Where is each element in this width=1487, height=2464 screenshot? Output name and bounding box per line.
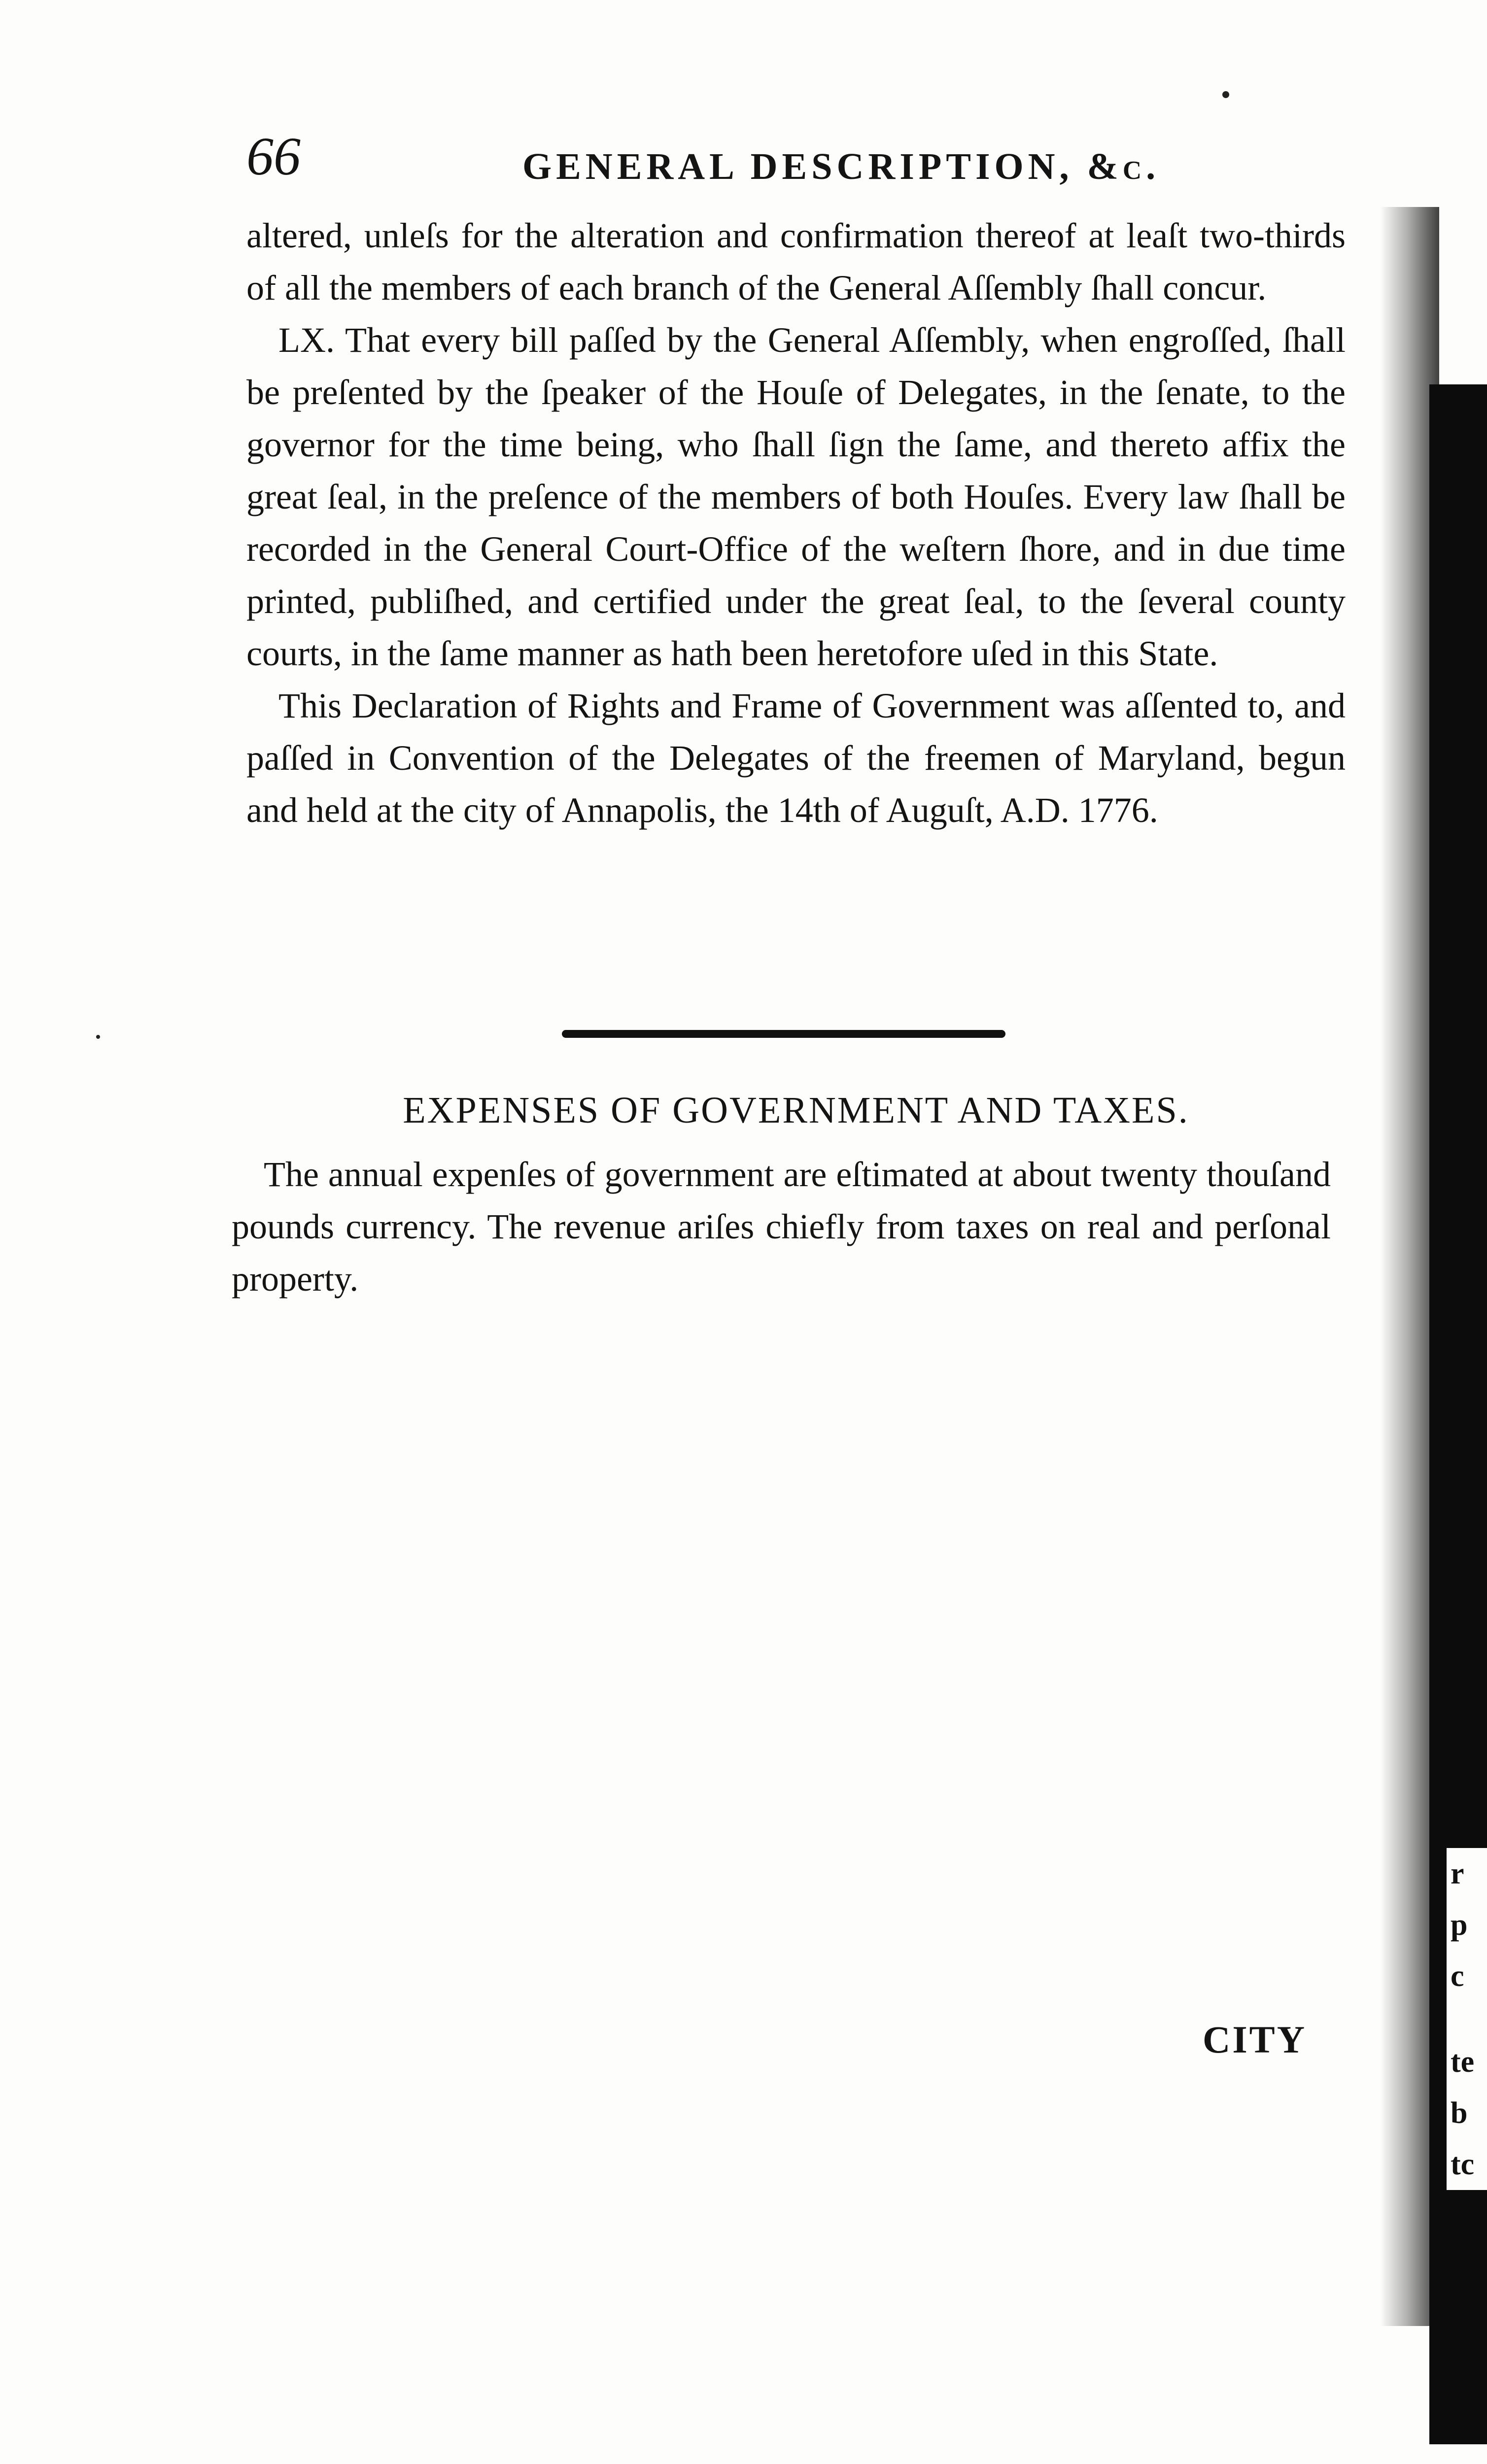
continuation-paragraph: altered, unleſs for the alteration and confirmation thereof at leaſt two-thirds of all the members of each branch of the General Aſſembly ſhall concur. xyxy=(246,216,1346,308)
article-lx-paragraph: LX. That every bill paſſed by the General Aſſembly, when engroſſed, ſhall be preſented by the ſpeaker of the Houſe of Delegates, in the ſenate, to the governor for the time being, who ſhall ſign the ſame, and thereto affix the great ſeal, in the preſence of the members of both Houſes. Every law ſhall be recorded in the General Court-Office of the weſtern ſhore, and in due time printed, publiſhed, and certified under the great ſeal, to the ſeveral county courts, in the ſame manner as hath been heretofore uſed in this State. xyxy=(246,320,1346,673)
expenses-paragraph: The annual expenſes of government are eſtimated at about twenty thouſand pounds currency. The revenue ariſes chiefly from taxes on real and perſonal property. xyxy=(232,1155,1331,1299)
page-number: 66 xyxy=(246,126,301,186)
facing-page-fragment: r xyxy=(1451,1857,1464,1890)
scan-speck xyxy=(96,1035,100,1039)
facing-page-edge xyxy=(1447,1848,1487,2190)
facing-page-fragment: p xyxy=(1451,1908,1468,1942)
section-body xyxy=(232,1148,1331,1305)
catchword: CITY xyxy=(1203,2018,1307,2061)
facing-page-fragment: te xyxy=(1451,2045,1475,2079)
main-text-column xyxy=(246,209,1346,836)
scan-speck xyxy=(1222,91,1229,98)
section-heading: EXPENSES OF GOVERNMENT AND TAXES. xyxy=(403,1090,1189,1131)
running-head: GENERAL DESCRIPTION, &c. xyxy=(522,146,1160,187)
declaration-paragraph: This Declaration of Rights and Frame of Government was aſſented to, and paſſed in Convention of the Delegates of the freemen of Maryland, begun and held at the city of Annapolis, the 14th of Auguſt, A.D. 1776. xyxy=(246,686,1346,830)
facing-page-fragment: b xyxy=(1451,2096,1468,2130)
facing-page-fragment: c xyxy=(1451,1959,1464,1993)
section-divider-rule xyxy=(562,1030,1005,1038)
facing-page-gap xyxy=(1451,2002,1487,2036)
facing-page-fragment: tc xyxy=(1451,2148,1475,2181)
